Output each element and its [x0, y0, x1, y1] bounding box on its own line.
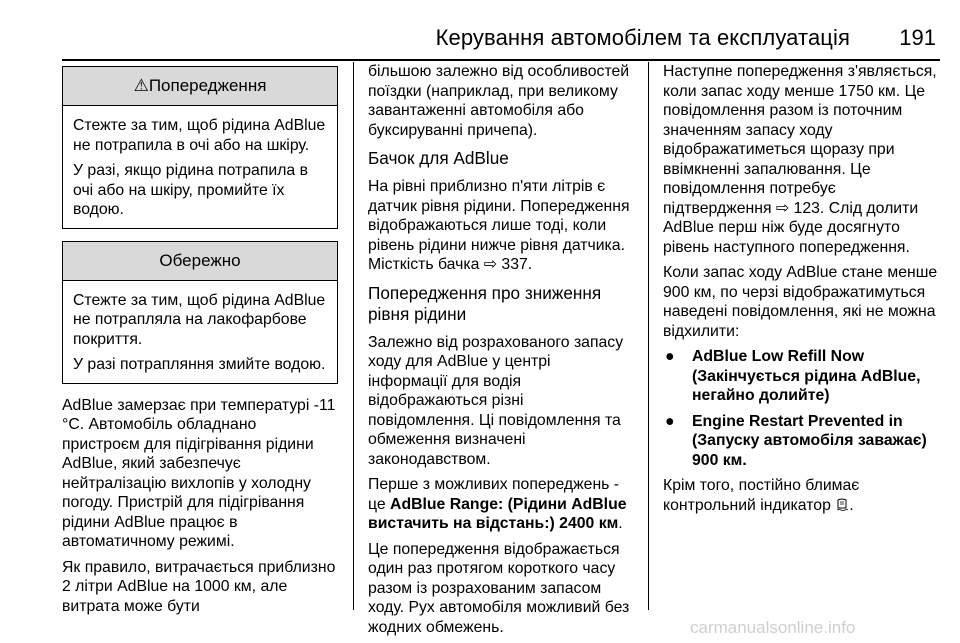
list-item-text: AdBlue Low Refill Now (Закінчується рідина AdBlue, негайно долийте): [692, 348, 921, 404]
warning-text: У разі, якщо рідина потрапила в очі або на шкіру, промийте їх водою.: [73, 162, 309, 218]
page-number: 191: [899, 25, 936, 50]
section-heading: Бачок для AdBlue: [368, 148, 509, 168]
caution-text: Стежте за тим, щоб рідина AdBlue не потрапляла на лакофарбове покриття.: [73, 291, 326, 348]
body-paragraph: Це попередження відображається один раз протягом короткого часу разом із розрахованим запасом ходу. Рух автомобіля можливий без жодних обмежень.: [368, 540, 630, 636]
paragraph-text: Крім того, постійно блимає контрольний індикатор: [663, 477, 860, 514]
paragraph-text: Наступне попередження з'являється, коли запас ходу менше 1750 км. Це повідомлення разом із поточним значенням запасу ходу відображатиметься щоразу при ввімкненні запалювання. Це повідомлення потребує підтвердження: [663, 63, 937, 217]
header-rule: [62, 59, 940, 61]
body-paragraph: Залежно від розрахованого запасу ходу для AdBlue у центрі інформації для водія відображаються різні повідомлення. Ці повідомлення та обмеження визначені законодавством.: [368, 333, 624, 468]
body-paragraph: Наступне попередження з'являється, коли запас ходу менше 1750 км. Це повідомлення разом із поточним значенням запасу ходу відображатиметься щоразу при ввімкненні запалювання. Це повідомлення потребує підтвердження ⇨ 123. Слід долити AdBlue перш ніж буде досягнуто рівень наступного попередження.: [663, 63, 937, 256]
body-paragraph: Крім того, постійно блимає контрольний індикатор .: [663, 477, 860, 514]
body-paragraph: Як правило, витрачається приблизно 2 літри AdBlue на 1000 км, але витрата може бути: [62, 558, 336, 615]
warning-triangle-icon: ⚠: [133, 76, 149, 95]
page-ref-arrow-icon: ⇨: [483, 256, 498, 273]
warning-message-text: AdBlue Range: (Рідини AdBlue вистачить на відстань:) 2400 км: [368, 495, 627, 532]
bullet-icon: ●: [665, 348, 675, 365]
adblue-indicator-icon: [835, 497, 849, 511]
caution-box: [62, 241, 338, 384]
list-item: [663, 347, 940, 406]
bullet-text: Engine Restart Prevented in (Запуску автомобіля заважає) 900 км: [692, 412, 927, 469]
warning-box-header: [63, 67, 337, 106]
column-3: [663, 62, 940, 521]
list-item: [663, 412, 940, 471]
page-ref-arrow-icon: ⇨: [775, 199, 790, 217]
running-title: Керування автомобілем та експлуатація: [435, 25, 850, 50]
column-divider: [353, 62, 354, 610]
caution-box-title: Обережно: [63, 242, 337, 281]
watermark: carmanualsonline.info: [690, 618, 856, 637]
column-divider: [648, 62, 649, 610]
warning-text: Стежте за тим, щоб рідина AdBlue не потрапила в очі або на шкіру.: [73, 117, 326, 154]
column-1: [62, 62, 338, 622]
body-paragraph: На рівні приблизно п'яти літрів є датчик рівня рідини. Попередження відображаються лише тоді, коли рівень рідини нижче рівня датчика. Місткість бачка ⇨ 337.: [368, 178, 630, 273]
page-header: [0, 0, 960, 56]
page-reference[interactable]: 337: [501, 256, 528, 273]
body-paragraph: Перше з можливих попереджень - це AdBlue Range: (Рідини AdBlue вистачить на відстань:) 2400 км.: [368, 476, 627, 532]
body-paragraph: більшою залежно від особливостей поїздки (наприклад, при великому завантаженні автомобіля або буксируванні причепа).: [368, 63, 630, 139]
list-item-text: Engine Restart Prevented in (Запуску автомобіля заважає) 900 км.: [692, 412, 927, 469]
warning-box: [62, 66, 338, 229]
paragraph-text: Перше з можливих попереджень - це: [368, 476, 620, 513]
column-2: [368, 62, 634, 643]
caution-text: У разі потрапляння змийте водою.: [73, 356, 326, 373]
section-heading: Попередження про зниження рівня рідини: [368, 282, 602, 324]
paragraph-text: На рівні приблизно п'яти літрів є датчик рівня рідини. Попередження відображаються лише тоді, коли рівень рідини нижче рівня датчика. Місткість бачка: [368, 178, 630, 273]
page-reference[interactable]: 123: [793, 199, 820, 217]
paragraph-text: Слід долити AdBlue перш ніж буде досягнуто рівень наступного попередження.: [663, 199, 919, 256]
bullet-icon: ●: [665, 412, 675, 430]
body-paragraph: Коли запас ходу AdBlue стане менше 900 км, по черзі відображатимуться наведені повідомлення, які не можна відхилити:: [663, 264, 938, 340]
warning-box-title: Попередження: [148, 76, 267, 95]
body-paragraph: AdBlue замерзає при температурі -11 °C. Автомобіль обладнано пристроєм для підігрівання рідини AdBlue, який забезпечує нейтралізацію вихлопів у холодну погоду. Пристрій для підігрівання рідини AdBlue працює в автоматичному режимі.: [62, 396, 336, 550]
